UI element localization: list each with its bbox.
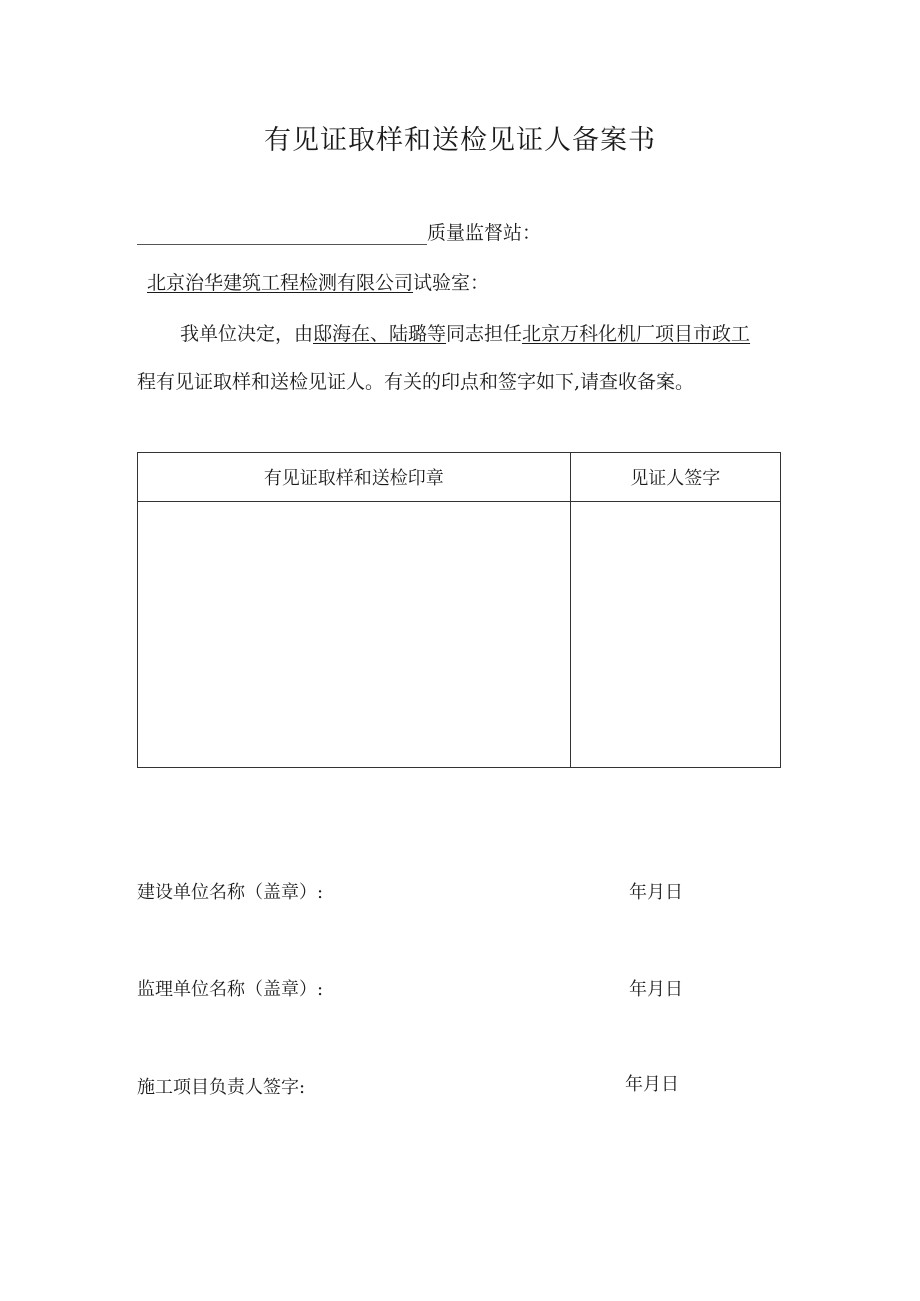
project-manager-label: 施工项目负责人签字: (137, 1077, 306, 1098)
paragraph-line-1 (180, 319, 750, 346)
construction-unit-label: 建设单位名称（盖章）: (137, 882, 324, 903)
document-title: 有见证取样和送检见证人备案书 (264, 125, 656, 156)
table-header-row (138, 453, 781, 502)
lab-company-name: 北京治华建筑工程检测有限公司 (147, 272, 414, 294)
lab-addressee-line (147, 268, 489, 295)
supervision-station-label: 质量监督站： (427, 222, 542, 244)
project-name: 北京万科化机厂项目市政工 (522, 323, 751, 345)
para-mid: 同志担任 (446, 323, 523, 345)
paragraph-line-2: 程有见证取样和送检见证人。有关的印点和签字如下,请查收备案。 (137, 371, 695, 393)
seal-cell (138, 502, 571, 768)
supervision-unit-date: 年月日 (629, 979, 683, 1000)
signature-cell (570, 502, 780, 768)
supervision-unit-label: 监理单位名称（盖章）: (137, 979, 324, 1000)
lab-suffix: 试验室： (413, 272, 490, 294)
signature-column-header: 见证人签字 (570, 453, 780, 502)
supervision-station-line (137, 218, 541, 245)
station-name-blank (137, 224, 427, 245)
witness-names: 邸海在、陆璐等 (313, 323, 447, 345)
seal-signature-table (137, 452, 781, 768)
para-prefix: 我单位决定，由 (180, 323, 314, 345)
seal-column-header: 有见证取样和送检印章 (138, 453, 571, 502)
construction-unit-date: 年月日 (629, 882, 683, 903)
table-body-row (138, 502, 781, 768)
project-manager-date: 年月日 (625, 1074, 679, 1095)
